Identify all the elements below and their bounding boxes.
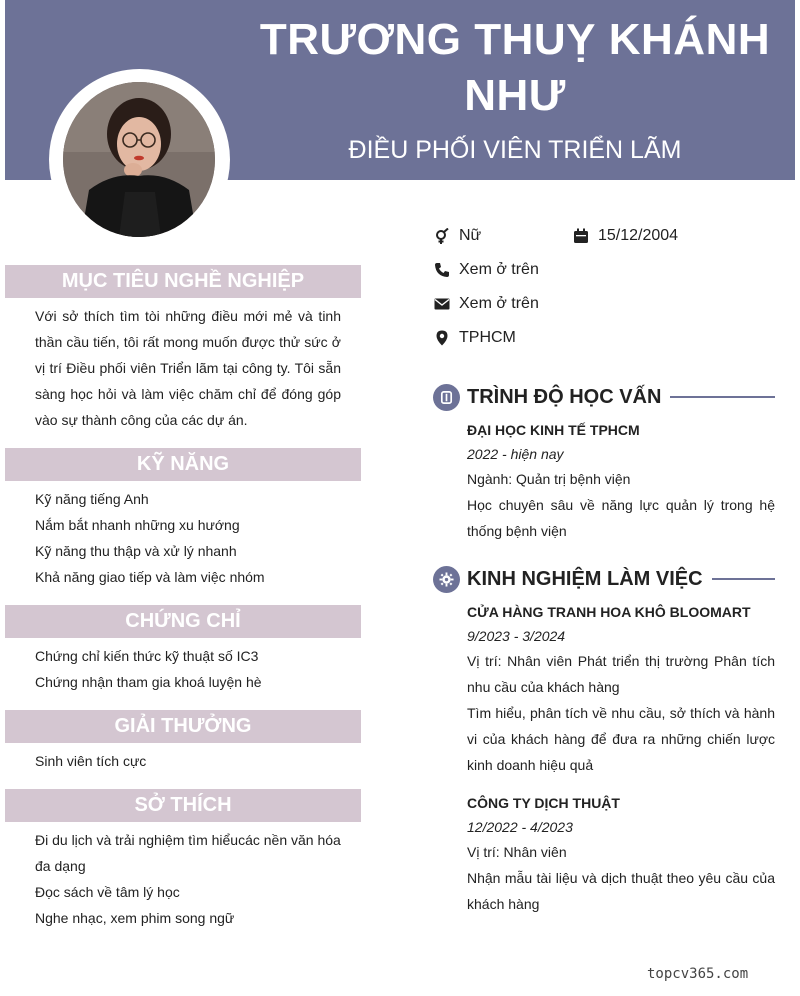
- phone-value: Xem ở trên: [459, 261, 539, 278]
- experience-badge: [433, 566, 460, 593]
- section-experience-header: [433, 564, 775, 594]
- name-line-1: TRƯƠNG THUỴ KHÁNH: [259, 15, 771, 64]
- education-major: Ngành: Quản trị bệnh viện: [467, 471, 631, 487]
- book-icon: [439, 390, 454, 405]
- job-title: ĐIỀU PHỐI VIÊN TRIỂN LÃM: [348, 136, 682, 164]
- section-education-header: [433, 382, 775, 412]
- job-period: 9/2023 - 3/2024: [467, 628, 566, 644]
- list-item: Kỹ năng tiếng Anh: [35, 491, 149, 507]
- awards-list: [35, 748, 341, 774]
- section-hobbies-title: SỞ THÍCH: [5, 789, 361, 822]
- watermark: topcv365.com: [647, 966, 749, 982]
- hobbies-list: [35, 827, 341, 931]
- list-item: Nghe nhạc, xem phim song ngữ: [35, 910, 235, 926]
- education-period: 2022 - hiện nay: [467, 446, 564, 462]
- phone-row: [434, 258, 539, 282]
- profile-photo: [63, 82, 215, 237]
- gender-row: [434, 224, 481, 248]
- email-row: [434, 292, 539, 316]
- certificates-list: [35, 643, 341, 695]
- job-description: Nhận mẫu tài liệu và dịch thuật theo yêu cầu của khách hàng: [467, 870, 775, 912]
- section-divider: [670, 396, 775, 398]
- section-certificates-title: CHỨNG CHỈ: [5, 605, 361, 638]
- list-item: Nắm bắt nhanh những xu hướng: [35, 517, 240, 533]
- company-name: CỬA HÀNG TRANH HOA KHÔ BLOOMART: [467, 604, 751, 620]
- phone-icon: [434, 262, 450, 278]
- gender-icon: [434, 228, 450, 244]
- calendar-icon: [573, 228, 589, 244]
- section-objective-title: MỤC TIÊU NGHỀ NGHIỆP: [5, 265, 361, 298]
- skills-list: [35, 486, 341, 590]
- list-item: Đi du lịch và trải nghiệm tìm hiểucác nền văn hóa đa dạng: [35, 832, 341, 874]
- full-name: [240, 12, 790, 124]
- email-value: Xem ở trên: [459, 295, 539, 312]
- list-item: Sinh viên tích cực: [35, 753, 147, 769]
- section-divider: [712, 578, 775, 580]
- location-icon: [434, 330, 450, 346]
- list-item: Khả năng giao tiếp và làm việc nhóm: [35, 569, 265, 585]
- job-period: 12/2022 - 4/2023: [467, 819, 573, 835]
- list-item: Chứng chỉ kiến thức kỹ thuật số IC3: [35, 648, 259, 664]
- list-item: Đọc sách về tâm lý học: [35, 884, 180, 900]
- company-name: CÔNG TY DỊCH THUẬT: [467, 795, 620, 811]
- school-name: ĐẠI HỌC KINH TẾ TPHCM: [467, 422, 640, 438]
- experience-entry-1: [467, 600, 775, 778]
- section-experience-title: KINH NGHIỆM LÀM VIỆC: [467, 567, 703, 590]
- gear-icon: [439, 572, 454, 587]
- gender-value: Nữ: [459, 227, 482, 244]
- address-value: TPHCM: [459, 329, 516, 346]
- section-awards-title: GIẢI THƯỞNG: [5, 710, 361, 743]
- avatar-frame: [49, 69, 230, 250]
- job-description: Tìm hiểu, phân tích về nhu cầu, sở thích và hành vi của khách hàng để đưa ra những chiến lược kinh doanh hiệu quả: [467, 705, 775, 773]
- name-line-2: NHƯ: [464, 71, 566, 120]
- objective-text: Với sở thích tìm tòi những điều mới mẻ và tinh thần cầu tiến, tôi rất mong muốn được thử sức ở vị trí Điều phối viên Triển lãm tại công ty. Tôi sẵn sàng học hỏi và làm việc chăm chỉ để đóng góp vào sự thành công của các dự án.: [35, 308, 341, 428]
- job-position: Vị trí: Nhân viên Phát triển thị trường Phân tích nhu cầu của khách hàng: [467, 653, 775, 695]
- list-item: Chứng nhận tham gia khoá luyện hè: [35, 674, 262, 690]
- education-entry: [467, 418, 775, 544]
- email-icon: [434, 296, 450, 312]
- list-item: Kỹ năng thu thập và xử lý nhanh: [35, 543, 237, 559]
- avatar: [63, 82, 215, 237]
- section-education-title: TRÌNH ĐỘ HỌC VẤN: [467, 385, 662, 408]
- education-description: Học chuyên sâu về năng lực quản lý trong hệ thống bệnh viện: [467, 497, 775, 539]
- birthdate-value: 15/12/2004: [598, 227, 679, 244]
- education-badge: [433, 384, 460, 411]
- job-position: Vị trí: Nhân viên: [467, 844, 567, 860]
- experience-entry-2: [467, 791, 775, 917]
- address-row: [434, 326, 516, 350]
- birthdate-row: [573, 224, 678, 248]
- section-skills-title: KỸ NĂNG: [5, 448, 361, 481]
